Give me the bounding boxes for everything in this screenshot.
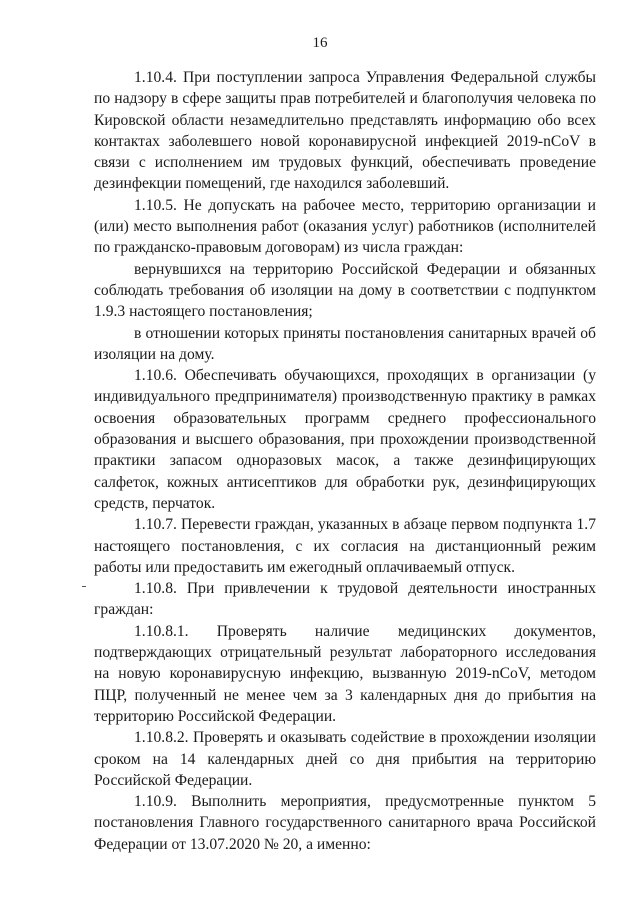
paragraph-1-10-4: 1.10.4. При поступлении запроса Управления Федеральной службы по надзору в сфере защиты прав потребителей и благополучия человека по Кировской области незамедлительно представлять информацию обо всех контактах заболевшего новой коронавирусной инфекцией 2019-nCoV в связи с исполнением им трудовых функций, обеспечивать проведение дезинфекции помещений, где находился заболевший. (94, 69, 596, 193)
paragraph-1-10-8: 1.10.8. При привлечении к трудовой деятельности иностранных граждан: (94, 580, 596, 619)
paragraph-quarantine-orders: в отношении которых приняты постановления санитарных врачей об изоляции на дому. (94, 324, 596, 363)
paragraph-1-10-5: 1.10.5. Не допускать на рабочее место, территорию организации и (или) место выполнения работ (оказания услуг) работников (исполнителей по гражданско-правовым договорам) из числа граждан: (94, 196, 596, 257)
paragraph-1-10-7: 1.10.7. Перевести граждан, указанных в абзаце первом подпункта 1.7 настоящего постановления, с их согласия на дистанционный режим работы или предоставить им ежегодный оплачиваемый отпуск. (94, 516, 596, 576)
document-body (94, 67, 596, 855)
paragraph-1-10-9: 1.10.9. Выполнить мероприятия, предусмотренные пунктом 5 постановления Главного государственного санитарного врача Российской Федерации от 13.07.2020 № 20, а именно: (94, 793, 596, 853)
margin-mark (82, 586, 86, 587)
paragraph-1-10-8-2: 1.10.8.2. Проверять и оказывать содействие в прохождении изоляции сроком на 14 календарных дней со дня прибытия на территорию Российской Федерации. (94, 729, 596, 789)
paragraph-returned-citizens: вернувшихся на территорию Российской Федерации и обязанных соблюдать требования об изоляции на дому в соответствии с подпунктом 1.9.3 настоящего постановления; (94, 260, 596, 321)
paragraph-1-10-6: 1.10.6. Обеспечивать обучающихся, проходящих в организации (у индивидуального предпринимателя) производственную практику в рамках освоения образовательных программ среднего профессионального образования и высшего образования, при прохождении производственной практики запасом одноразовых масок, а также дезинфицирующих салфеток, кожных антисептиков для обработки рук, дезинфицирующих средств, перчаток. (94, 367, 596, 512)
paragraph-1-10-8-1: 1.10.8.1. Проверять наличие медицинских документов, подтверждающих отрицательный результат лабораторного исследования на новую коронавирусную инфекцию, вызванную 2019-nCoV, методом ПЦР, полученный не менее чем за 3 календарных дня до прибытия на территорию Российской Федерации. (94, 622, 596, 725)
page-number: 16 (312, 35, 328, 51)
